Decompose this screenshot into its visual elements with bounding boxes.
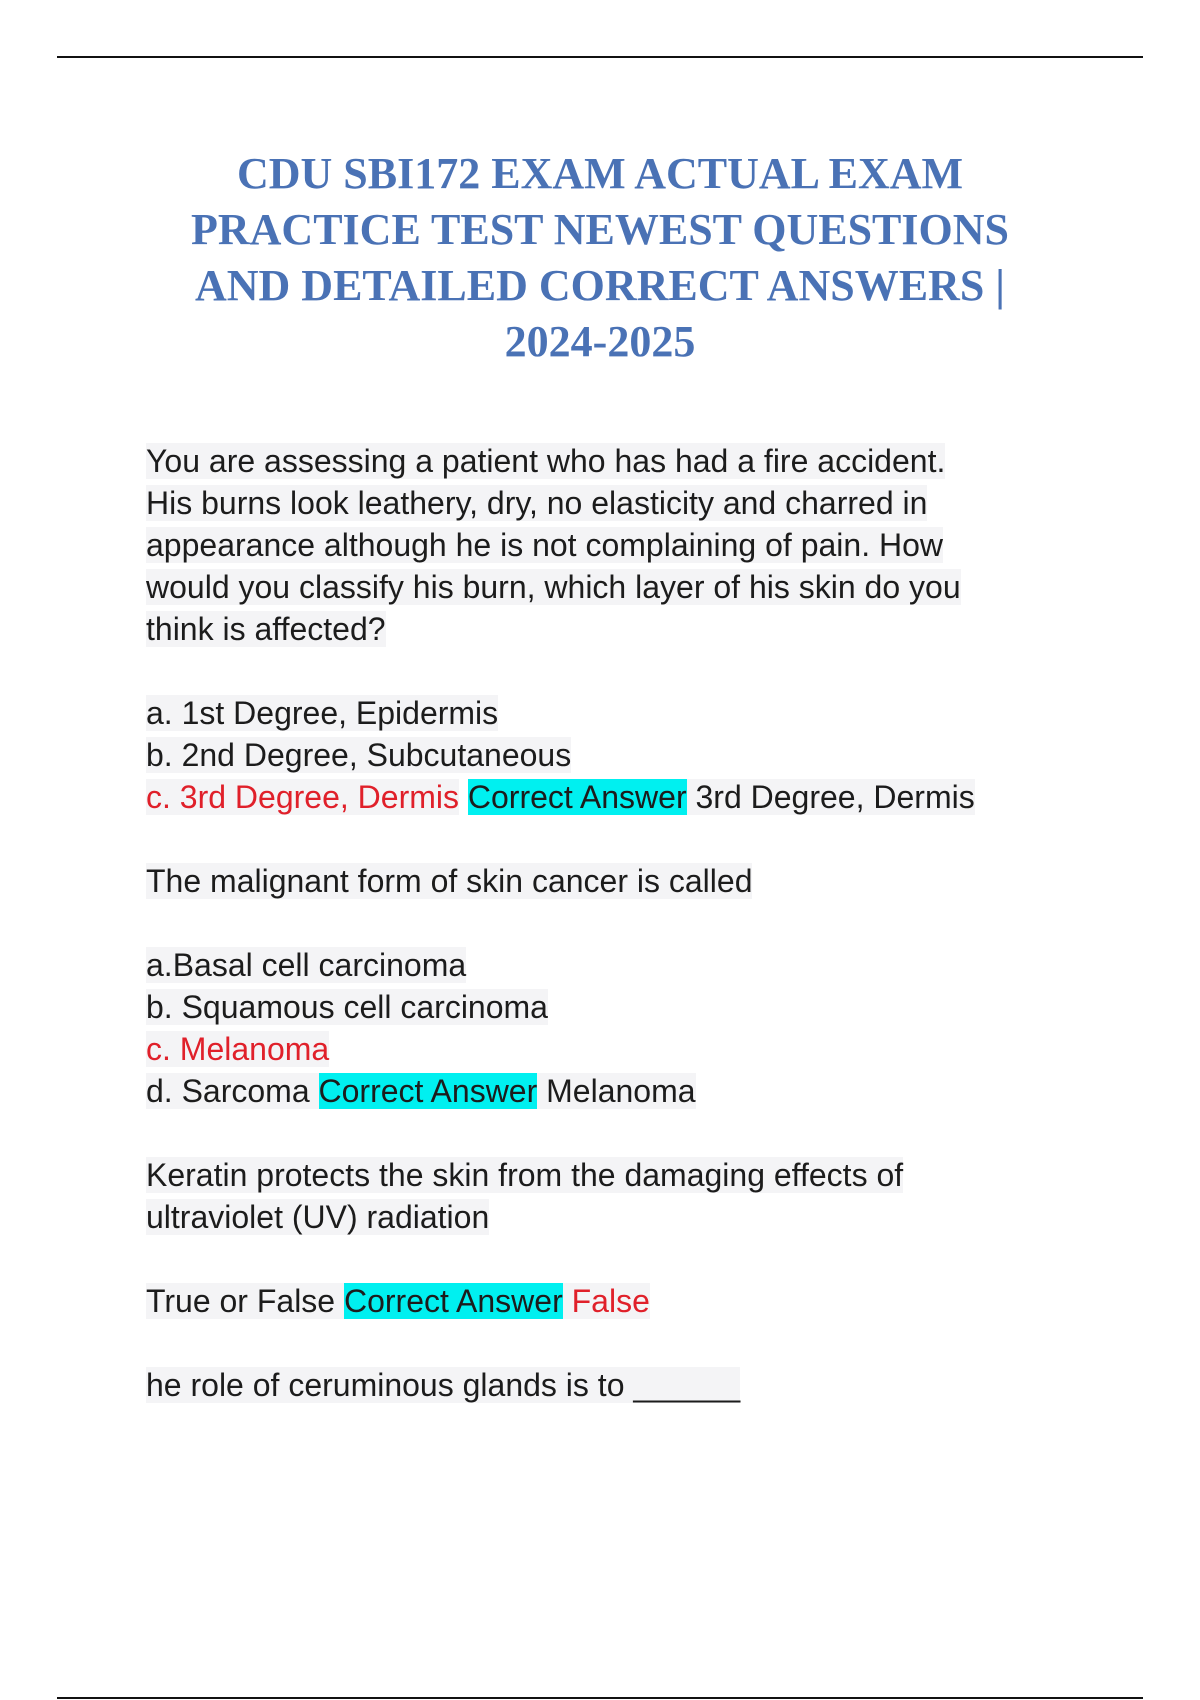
option-c-correct: c. Melanoma [146,1031,330,1067]
question-text: The malignant form of skin cancer is called [146,863,753,899]
option-b: b. Squamous cell carcinoma [146,989,548,1025]
question-text-line: ultraviolet (UV) radiation [146,1199,490,1235]
question-text-line: think is affected? [146,611,386,647]
answer-text: Melanoma [537,1073,696,1109]
option-b: b. 2nd Degree, Subcutaneous [146,737,572,773]
title-line: PRACTICE TEST NEWEST QUESTIONS [191,205,1009,254]
question-4 [146,1364,1106,1406]
option-d: d. Sarcoma [146,1073,319,1109]
option-a: a.Basal cell carcinoma [146,947,467,983]
title-line: CDU SBI172 EXAM ACTUAL EXAM [236,149,964,198]
answer-text: False [562,1283,650,1319]
top-rule [57,56,1143,58]
document-body [146,440,1106,1406]
option-a: a. 1st Degree, Epidermis [146,695,499,731]
title-line: 2024-2025 [504,317,696,366]
title-line: AND DETAILED CORRECT ANSWERS | [194,261,1005,310]
option-c-correct: c. 3rd Degree, Dermis [146,779,459,815]
question-text: he role of ceruminous glands is to ______ [146,1367,741,1403]
true-false-prompt: True or False [146,1283,344,1319]
bottom-rule [57,1697,1143,1699]
question-text-line: You are assessing a patient who has had a fire accident. [146,443,946,479]
question-1 [146,440,1106,818]
question-2 [146,860,1106,1112]
answer-text: 3rd Degree, Dermis [686,779,975,815]
question-3 [146,1154,1106,1322]
correct-answer-label: Correct Answer [467,779,687,815]
question-text-line: His burns look leathery, dry, no elasticity and charred in [146,485,928,521]
question-text-line: appearance although he is not complaining of pain. How [146,527,943,563]
document-title [100,146,1100,370]
correct-answer-label: Correct Answer [318,1073,538,1109]
question-text-line: would you classify his burn, which layer of his skin do you [146,569,961,605]
question-text-line: Keratin protects the skin from the damaging effects of [146,1157,904,1193]
correct-answer-label: Correct Answer [343,1283,563,1319]
